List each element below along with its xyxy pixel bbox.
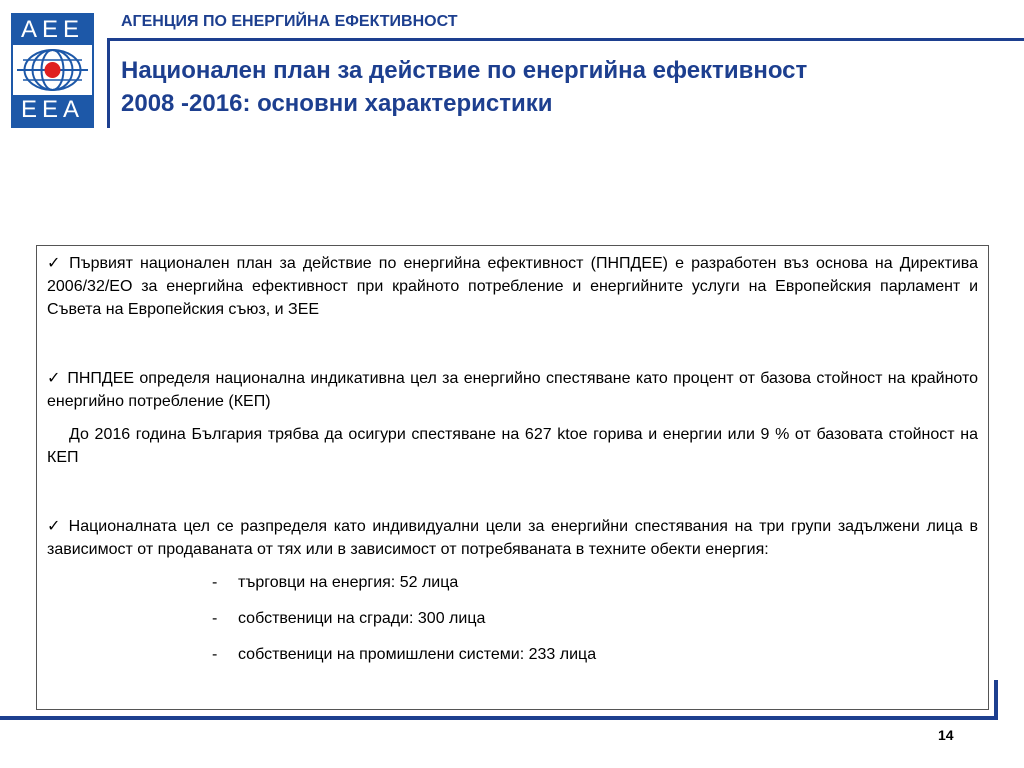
list-item-text: собственици на сгради: 300 лица (238, 610, 486, 627)
title-accent-bar (107, 38, 110, 128)
paragraph-4-text: Националната цел се разпределя като индивидуални цели за енергийни спестявания на три групи задължени лица в зависимост от продаваната от тях или в зависимост от потребяваната в техните обекти енергия: (47, 518, 979, 558)
list-item (47, 643, 978, 679)
logo-atom-icon (13, 45, 92, 95)
logo-top-text: AEE (20, 16, 85, 43)
dash-bullet: - (212, 610, 218, 627)
list-item (47, 571, 978, 607)
header-divider (108, 38, 1024, 41)
obligated-groups-list (47, 571, 978, 679)
page-title (121, 54, 1001, 120)
check-icon: ✓ (47, 518, 63, 535)
list-item (47, 607, 978, 643)
check-icon: ✓ (47, 370, 62, 387)
paragraph-4 (47, 515, 978, 561)
title-line-2: 2008 -2016: основни характеристики (121, 90, 553, 117)
content-box (36, 245, 989, 710)
list-item-text: собственици на промишлени системи: 233 лица (238, 646, 597, 663)
list-item-text: търговци на енергия: 52 лица (238, 574, 459, 591)
footer-divider (0, 716, 998, 720)
footer-corner-bar (994, 680, 998, 720)
paragraph-2 (47, 367, 978, 413)
dash-bullet: - (212, 646, 218, 663)
paragraph-1-text: Първият национален план за действие по енергийна ефективност (ПНПДЕЕ) е разработен въз основа на Директива 2006/32/ЕО за енергийна ефективност при крайното потребление и енергийните услуги на Европейския парламент и Съвета на Европейския съюз, и ЗЕЕ (47, 255, 979, 318)
paragraph-2-text: ПНПДЕЕ определя национална индикативна цел за енергийно спестяване като процент от базова стойност на крайното енергийно потребление (КЕП) (47, 370, 979, 410)
logo-bottom-text: EEA (20, 96, 85, 123)
paragraph-1 (47, 252, 978, 321)
paragraph-3: До 2016 година България трябва да осигури спестяване на 627 ktoe горива и енергии или 9 % от базовата стойност на КЕП (47, 426, 978, 466)
title-line-1: Национален план за действие по енергийна ефективност (121, 57, 808, 84)
dash-bullet: - (212, 574, 218, 591)
agency-name: АГЕНЦИЯ ПО ЕНЕРГИЙНА ЕФЕКТИВНОСТ (121, 13, 458, 30)
check-icon: ✓ (47, 255, 64, 272)
agency-logo (11, 13, 94, 128)
page-number: 14 (938, 727, 954, 743)
